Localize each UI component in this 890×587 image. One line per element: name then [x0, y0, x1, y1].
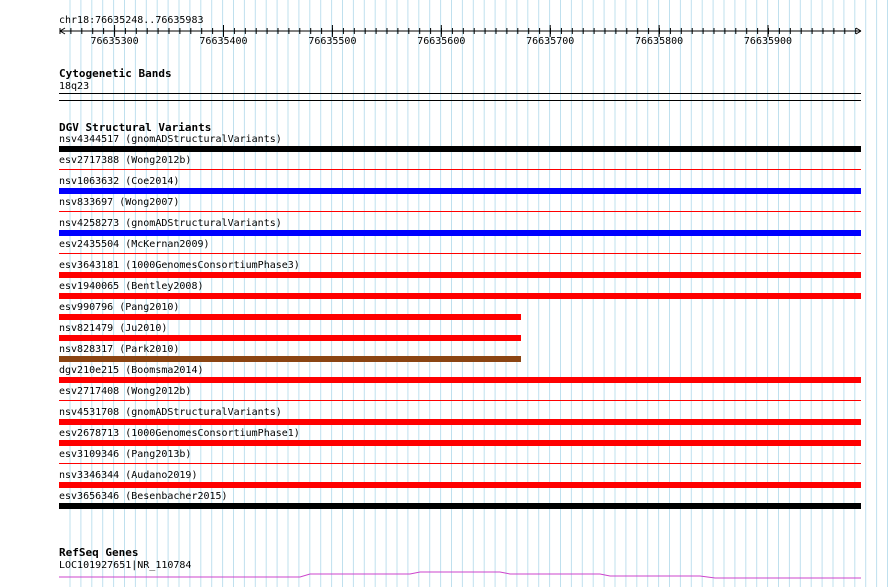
dgv-feature-label[interactable]: nsv828317 (Park2010) [59, 344, 180, 355]
dgv-feature-label[interactable]: esv3643181 (1000GenomesConsortiumPhase3) [59, 260, 300, 271]
dgv-feature-label[interactable]: esv3656346 (Besenbacher2015) [59, 491, 228, 502]
dgv-feature-label[interactable]: esv2678713 (1000GenomesConsortiumPhase1) [59, 428, 300, 439]
dgv-feature-label[interactable]: esv3109346 (Pang2013b) [59, 449, 192, 460]
ruler-tick-label: 76635300 [90, 36, 139, 47]
ruler-tick-label: 76635900 [743, 36, 793, 47]
dgv-feature-label[interactable]: nsv3346344 (Audano2019) [59, 470, 198, 481]
locus-label: chr18:76635248..76635983 [59, 15, 204, 26]
dgv-feature-label[interactable]: esv990796 (Pang2010) [59, 302, 180, 313]
dgv-feature-label[interactable]: esv2717388 (Wong2012b) [59, 155, 192, 166]
dgv-feature-label[interactable]: nsv4258273 (gnomADStructuralVariants) [59, 218, 282, 229]
ruler-tick-label: 76635500 [308, 36, 357, 47]
dgv-feature-label[interactable]: nsv821479 (Ju2010) [59, 323, 168, 334]
refseq-gene-model[interactable] [59, 572, 861, 578]
ruler-tick-label: 76635400 [199, 36, 248, 47]
ruler-tick-label: 76635700 [526, 36, 575, 47]
refseq-track-title: RefSeq Genes [59, 546, 139, 559]
dgv-feature-label[interactable]: esv2435504 (McKernan2009) [59, 239, 210, 250]
dgv-track-title: DGV Structural Variants [59, 121, 212, 134]
dgv-feature-label[interactable]: esv2717408 (Wong2012b) [59, 386, 192, 397]
cytogenetic-bands-title: Cytogenetic Bands [59, 67, 172, 80]
ruler-tick-label: 76635800 [635, 36, 684, 47]
cytoband-label[interactable]: 18q23 [59, 81, 90, 92]
refseq-gene-label[interactable]: LOC101927651|NR_110784 [59, 560, 192, 571]
dgv-feature-label[interactable]: nsv1063632 (Coe2014) [59, 176, 180, 187]
dgv-feature-label[interactable]: esv1940065 (Bentley2008) [59, 281, 204, 292]
dgv-feature-label[interactable]: nsv4344517 (gnomADStructuralVariants) [59, 134, 282, 145]
ruler-tick-label: 76635600 [417, 36, 466, 47]
dgv-feature-label[interactable]: dgv210e215 (Boomsma2014) [59, 365, 204, 376]
dgv-feature-label[interactable]: nsv833697 (Wong2007) [59, 197, 180, 208]
dgv-feature-label[interactable]: nsv4531708 (gnomADStructuralVariants) [59, 407, 282, 418]
